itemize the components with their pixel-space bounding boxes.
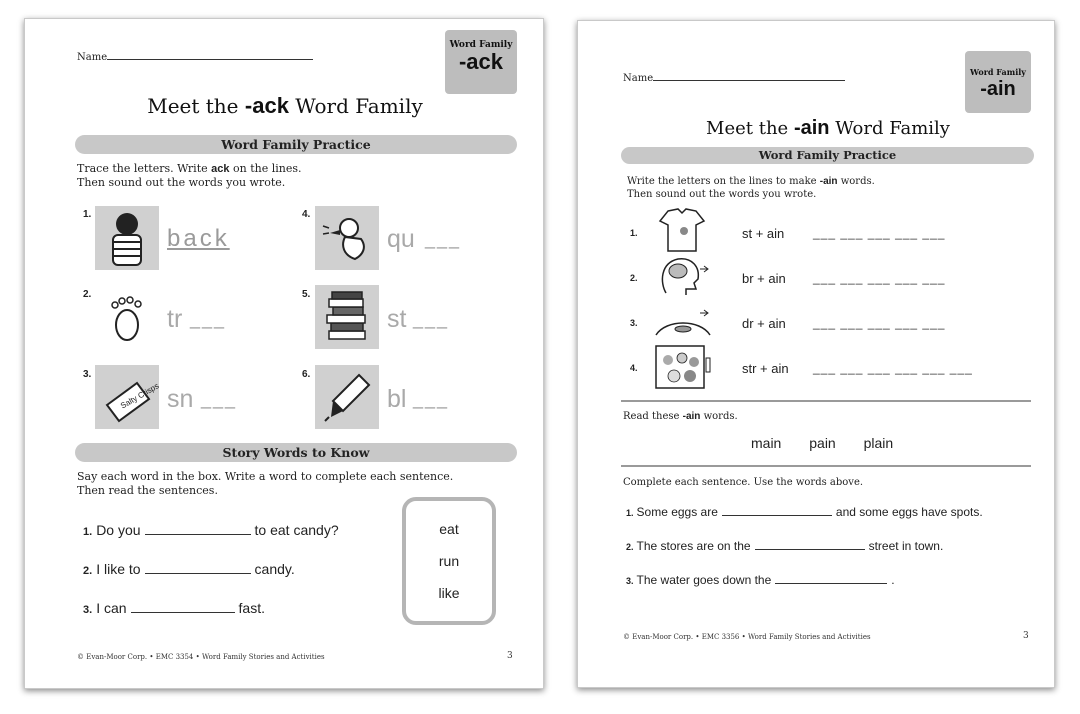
answer-line (145, 523, 251, 535)
item-number: 1. (83, 209, 92, 220)
item-number: 1. (630, 228, 638, 238)
title-family: -ack (244, 93, 289, 118)
story-instructions (77, 470, 453, 498)
section-bar-story-words: Story Words to Know (75, 443, 517, 462)
name-line (107, 51, 313, 60)
black-marker-icon (315, 365, 379, 429)
read-post: words. (703, 411, 738, 422)
word-box-item: eat (439, 521, 459, 537)
answer-blanks: ___ (201, 389, 238, 409)
complete-instructions: Complete each sentence. Use the words above. (623, 477, 864, 488)
snack-bag-icon (95, 365, 159, 429)
brain-icon (654, 253, 712, 299)
practice-instructions (77, 162, 301, 190)
instr-post: on the lines. (232, 162, 302, 175)
sentence-before: The stores are on the (636, 539, 751, 553)
instr-pre: Write the letters on the lines to make (627, 176, 817, 187)
answer-blanks: ___ (190, 309, 227, 329)
sentence-number: 3. (83, 604, 93, 616)
instr-pre: Trace the letters. Write (77, 162, 208, 175)
answer-blanks: ___ (413, 309, 450, 329)
answer-blanks: ___ ___ ___ ___ ___ ___ (813, 361, 973, 375)
sentence-number: 1. (626, 508, 634, 518)
read-instructions (623, 410, 738, 424)
sentence-1 (83, 522, 339, 538)
sentence-after: and some eggs have spots. (835, 505, 983, 519)
item-number: 6. (302, 369, 311, 380)
sentence-number: 2. (83, 565, 93, 577)
item-number: 4. (302, 209, 311, 220)
title-family: -ain (793, 117, 830, 139)
sentence-number: 3. (626, 576, 634, 586)
answer-blanks: ___ ___ ___ ___ ___ (813, 226, 946, 240)
footprint-icon (95, 285, 159, 349)
item-number: 3. (83, 369, 92, 380)
sentence-number: 2. (626, 542, 634, 552)
answer-blanks: ___ (425, 229, 462, 249)
sentence-3 (83, 600, 265, 616)
word-family-suffix: -ack (458, 49, 504, 74)
name-label: Name (77, 52, 108, 63)
section-bar-practice: Word Family Practice (621, 147, 1034, 164)
page-number: 3 (507, 651, 513, 661)
word-stem: sn (167, 385, 194, 413)
word-stem: qu (387, 225, 415, 253)
answer-blanks: ___ ___ ___ ___ ___ (813, 271, 946, 285)
duck-icon (315, 206, 379, 270)
word-box-item: like (438, 585, 460, 601)
story-instr-line2: Then read the sentences. (77, 484, 218, 497)
sentence-after: fast. (238, 600, 266, 616)
sentence-after: to eat candy? (254, 522, 339, 538)
instr-bold: ack (211, 163, 230, 175)
worksheet-page-ain (577, 20, 1055, 688)
sentence-after: . (891, 573, 895, 587)
stained-shirt-icon (654, 207, 712, 253)
page-number: 3 (1023, 631, 1029, 641)
sentence-2 (626, 539, 943, 553)
stack-of-books-icon (315, 285, 379, 349)
page-footer: © Evan-Moor Corp. • EMC 3354 • Word Family Stories and Activities (77, 653, 325, 661)
word-family-label: Word Family (970, 67, 1026, 77)
boy-back-icon (95, 206, 159, 270)
word-family-suffix: -ain (980, 78, 1016, 100)
answer-line (131, 601, 235, 613)
word-family-badge (445, 30, 517, 94)
item-number: 3. (630, 318, 638, 328)
divider (621, 465, 1031, 467)
read-word: plain (863, 435, 894, 451)
name-field (77, 51, 313, 63)
title-suffix: Word Family (295, 94, 423, 118)
sentence-after: candy. (254, 561, 295, 577)
answer-line (145, 562, 251, 574)
word-family-badge (965, 51, 1031, 113)
worksheet-page-ack (24, 18, 544, 689)
word-stem: st (387, 305, 407, 333)
practice-instructions (627, 175, 875, 201)
instr-post: words. (840, 176, 875, 187)
page-footer: © Evan-Moor Corp. • EMC 3356 • Word Family Stories and Activities (623, 633, 871, 641)
word-stem: str + ain (742, 361, 789, 376)
title-prefix: Meet the (147, 94, 239, 118)
strainer-icon (654, 344, 712, 390)
sentence-before: I can (96, 600, 127, 616)
drain-icon (654, 299, 712, 345)
answer-line (722, 506, 832, 516)
answer-blanks: ___ ___ ___ ___ ___ (813, 316, 946, 330)
read-bold: -ain (682, 411, 701, 422)
page-title (25, 93, 545, 119)
sentence-before: The water goes down the (636, 573, 772, 587)
name-field (623, 72, 845, 84)
sentence-after: street in town. (868, 539, 944, 553)
word-box-item: run (438, 553, 460, 569)
sentence-3 (626, 573, 895, 587)
word-stem: tr (167, 305, 183, 333)
word-stem: st + ain (742, 226, 785, 241)
answer-line (755, 540, 865, 550)
item-number: 5. (302, 289, 311, 300)
divider (621, 400, 1031, 402)
instr-line2: Then sound out the words you wrote. (77, 176, 286, 189)
item-number: 2. (83, 289, 92, 300)
word-stem: bl (387, 385, 407, 413)
bag-label: Salty Crisps (119, 381, 159, 411)
answer-blanks: ___ (413, 389, 450, 409)
page-title (578, 117, 1078, 140)
item-number: 2. (630, 273, 638, 283)
instr-bold: -ain (819, 176, 838, 187)
read-word: main (751, 435, 782, 451)
section-bar-practice: Word Family Practice (75, 135, 517, 154)
word-stem: br + ain (742, 271, 786, 286)
item-number: 4. (630, 363, 638, 373)
sentence-before: Some eggs are (636, 505, 718, 519)
sentence-2 (83, 561, 295, 577)
word-family-label: Word Family (449, 40, 513, 50)
story-instr-line1: Say each word in the box. Write a word to complete each sentence. (77, 470, 454, 483)
sentence-before: Do you (96, 522, 141, 538)
traced-word: back (167, 225, 230, 252)
title-suffix: Word Family (835, 118, 950, 139)
answer-line (775, 574, 887, 584)
sentence-1 (626, 505, 983, 519)
name-line (653, 72, 845, 81)
title-prefix: Meet the (706, 118, 789, 139)
word-stem: dr + ain (742, 316, 786, 331)
instr-line2: Then sound out the words you wrote. (627, 189, 817, 200)
read-pre: Read these (623, 411, 680, 422)
word-box (402, 497, 496, 625)
sentence-before: I like to (96, 561, 141, 577)
name-label: Name (623, 73, 654, 84)
sentence-number: 1. (83, 526, 93, 538)
read-word: pain (809, 435, 836, 451)
read-words (751, 435, 917, 451)
